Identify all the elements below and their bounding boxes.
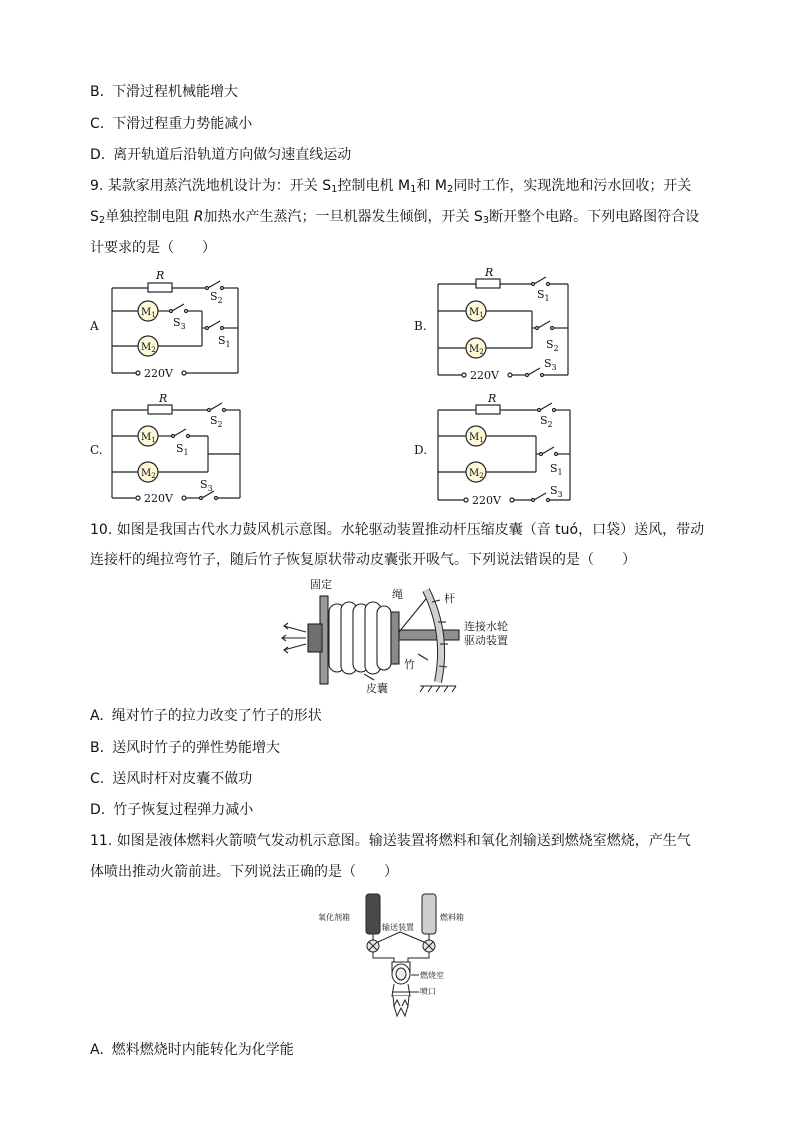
label-bag: 皮囊	[366, 682, 388, 695]
svg-text:M1: $M_1$	[141, 432, 156, 444]
circuit-d	[412, 390, 582, 508]
q10-stem-line-2: 连接杆的绳拉弯竹子，随后竹子恢复原状带动皮囊张开吸气。下列说法错误的是（ ）	[90, 552, 636, 568]
circuit-label: C.	[90, 443, 103, 457]
svg-text:220V: 220V	[472, 494, 501, 507]
svg-text:S1: $S_1$	[550, 462, 563, 477]
svg-text:M2: $M_2$	[469, 468, 484, 480]
svg-text:M1: $M_1$	[469, 432, 484, 444]
subscript: 1	[410, 184, 417, 195]
label-drive-2: 驱动装置	[464, 634, 508, 647]
option-text: 竹子恢复过程弹力减小	[113, 802, 254, 818]
circuit-c	[88, 390, 248, 508]
svg-text:S2: $S_2$	[210, 290, 223, 305]
q10-option-b	[90, 739, 280, 757]
subscript: 2	[446, 184, 454, 195]
q10-option-c	[90, 770, 252, 788]
svg-text:R: R	[485, 266, 494, 279]
option-letter: D.	[90, 802, 106, 818]
stem-text: 加热水产生蒸汽；一旦机器发生倾倒，开关 S	[203, 209, 483, 225]
svg-text:R: R	[488, 392, 497, 405]
stem-text: S	[90, 209, 99, 225]
stem-text: 和 M	[416, 178, 447, 194]
q11-stem-line-2: 体喷出推动火箭前进。下列说法正确的是（ ）	[90, 864, 398, 880]
circuit-a	[88, 264, 248, 384]
label-bamboo: 竹	[404, 658, 415, 671]
label-fuel: 燃料箱	[440, 913, 464, 922]
svg-text:S2: $S_2$	[540, 414, 553, 429]
svg-text:S2: $S_2$	[210, 414, 223, 429]
svg-text:M2: $M_2$	[141, 342, 156, 354]
option-letter: A.	[90, 708, 104, 724]
label-drive-1: 连接水轮	[464, 620, 508, 633]
q8-option-d	[90, 146, 351, 164]
label-chamber: 燃烧室	[420, 971, 444, 980]
option-letter: A.	[90, 1042, 104, 1058]
q10-option-a	[90, 707, 322, 725]
subscript: 3	[482, 215, 490, 226]
stem-text: 同时工作，实现洗地和污水回收；开关	[453, 178, 692, 194]
subscript: 1	[331, 184, 338, 195]
label-nozzle: 喷口	[420, 987, 436, 996]
circuit-label: A	[90, 319, 99, 333]
q9-stem-line-2	[90, 208, 699, 230]
q11-stem-line-1: 11. 如图是液体燃料火箭喷气发动机示意图。输送装置将燃料和氧化剂输送到燃烧室燃烧，产生气	[90, 833, 691, 849]
label-oxidizer: 氧化剂箱	[318, 913, 350, 922]
label-rope: 绳	[392, 588, 403, 601]
option-text: 下滑过程机械能增大	[112, 84, 239, 100]
subscript: 2	[98, 215, 106, 226]
stem-text: 断开整个电路。下列电路图符合设	[489, 209, 700, 225]
option-text: 绳对竹子的拉力改变了竹子的形状	[111, 708, 322, 724]
svg-text:220V: 220V	[470, 369, 499, 382]
label-rod: 杆	[444, 592, 455, 605]
q9-stem-line-3: 计要求的是（ ）	[90, 240, 216, 256]
svg-text:S3: $S_3$	[200, 478, 213, 493]
svg-text:220V: 220V	[144, 492, 173, 505]
label-transport: 输送装置	[382, 923, 414, 932]
circuit-label: D.	[414, 443, 428, 457]
stem-text: 9. 某款家用蒸汽洗地机设计为：开关 S	[90, 178, 332, 194]
label-fixed: 固定	[310, 578, 332, 591]
rocket-engine-figure	[316, 890, 476, 1030]
circuit-label: B.	[414, 319, 427, 333]
svg-text:S3: $S_3$	[544, 357, 557, 372]
q8-option-c	[90, 115, 252, 133]
q11-option-a	[90, 1041, 294, 1059]
q10-stem-line-1: 10. 如图是我国古代水力鼓风机示意图。水轮驱动装置推动杆压缩皮囊（音 tuó，口袋）送风，带动	[90, 522, 705, 538]
svg-text:R: R	[159, 392, 168, 405]
stem-text: 单独控制电阻	[105, 209, 194, 225]
svg-text:R: R	[156, 269, 165, 282]
stem-text: R	[193, 209, 204, 225]
option-letter: C.	[90, 771, 105, 787]
option-text: 送风时竹子的弹性势能增大	[112, 740, 281, 756]
q8-option-b	[90, 83, 238, 101]
option-letter: B.	[90, 84, 105, 100]
option-text: 送风时杆对皮囊不做功	[112, 771, 253, 787]
option-letter: C.	[90, 116, 105, 132]
svg-text:S1: $S_1$	[176, 442, 189, 457]
circuit-b	[412, 264, 582, 384]
svg-text:S1: $S_1$	[218, 334, 231, 349]
option-letter: B.	[90, 740, 105, 756]
q9-stem-line-1	[90, 177, 691, 199]
svg-text:S2: $S_2$	[546, 338, 559, 353]
svg-text:M2: $M_2$	[141, 468, 156, 480]
bellows-figure	[278, 574, 538, 698]
svg-text:S3: $S_3$	[550, 484, 563, 499]
svg-text:220V: 220V	[144, 367, 173, 380]
svg-text:S1: $S_1$	[537, 288, 550, 303]
option-letter: D.	[90, 147, 106, 163]
svg-text:M2: $M_2$	[469, 344, 484, 356]
svg-text:M1: $M_1$	[141, 307, 156, 319]
option-text: 离开轨道后沿轨道方向做匀速直线运动	[113, 147, 352, 163]
stem-text: 控制电机 M	[337, 178, 411, 194]
option-text: 下滑过程重力势能减小	[112, 116, 253, 132]
svg-text:S3: $S_3$	[173, 316, 186, 331]
q10-option-d	[90, 801, 253, 819]
svg-text:M1: $M_1$	[469, 307, 484, 319]
option-text: 燃料燃烧时内能转化为化学能	[111, 1042, 294, 1058]
